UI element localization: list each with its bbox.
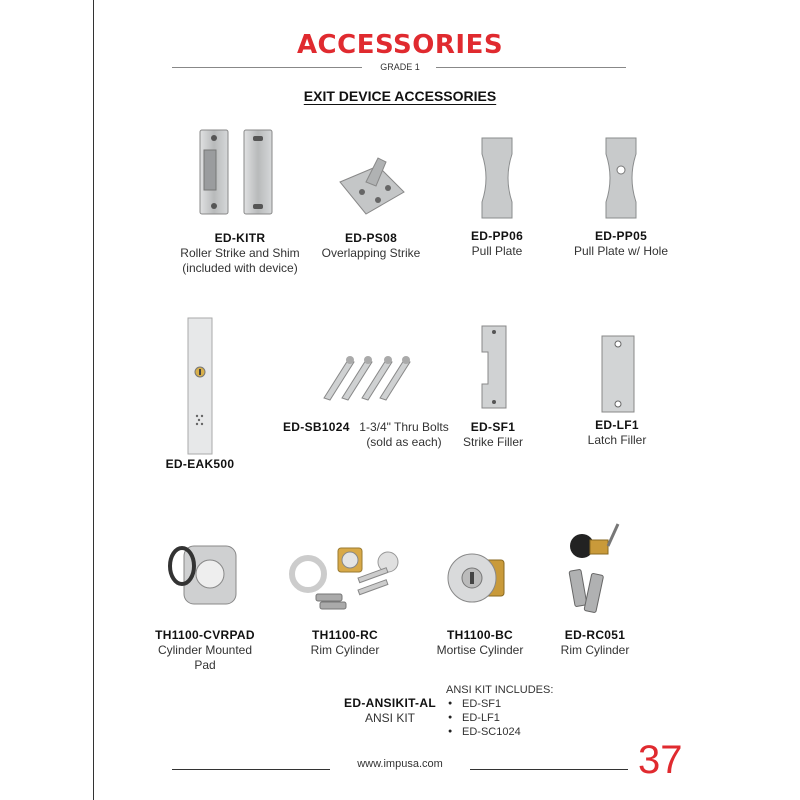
item-ed-sf1 <box>448 420 538 450</box>
item-code: ED-PS08 <box>344 231 398 245</box>
list-item: ● ED-SF1 <box>462 697 553 711</box>
item-description: Cylinder Mounted <box>157 643 253 657</box>
item-ed-ps08 <box>296 231 446 261</box>
item-ed-pp06 <box>447 229 547 259</box>
rim-cylinder-image <box>288 542 406 618</box>
ansi-kit-includes <box>446 683 553 739</box>
ansi-kit-heading: ANSI KIT INCLUDES: <box>446 684 554 696</box>
list-item: ● ED-LF1 <box>462 711 553 725</box>
item-description: Rim Cylinder <box>560 643 630 657</box>
item-ed-eak500 <box>155 457 245 472</box>
item-th1100-cvrpad <box>140 628 270 673</box>
item-description: Roller Strike and Shim <box>180 246 300 260</box>
item-code: ED-SB1024 <box>283 420 350 434</box>
item-code: TH1100-CVRPAD <box>155 628 255 642</box>
item-description: 1-3/4" Thru Bolts <box>359 420 449 434</box>
item-code: ED-EAK500 <box>165 457 235 471</box>
page-binding-line <box>93 0 94 800</box>
rim-cylinder-keys-image <box>562 520 622 616</box>
item-description-note: (sold as each) <box>366 435 442 449</box>
item-ed-sb1024-desc <box>354 420 454 450</box>
item-ed-rc051 <box>545 628 645 658</box>
item-code: ED-PP06 <box>470 229 524 243</box>
key-override-plate-image <box>186 316 214 456</box>
footer-rule-right <box>470 769 628 770</box>
cylinder-pad-image <box>162 538 242 610</box>
item-code: ED-LF1 <box>595 418 639 432</box>
item-ed-pp05 <box>556 229 686 259</box>
list-item: ● ED-SC1024 <box>462 725 553 739</box>
item-description: Strike Filler <box>462 435 523 449</box>
item-ed-sb1024 <box>283 420 353 435</box>
roller-strike-image <box>196 128 278 218</box>
item-description: Mortise Cylinder <box>436 643 524 657</box>
item-description: ANSI KIT <box>364 711 415 725</box>
item-description: Pull Plate w/ Hole <box>573 244 669 258</box>
title-rule-right <box>436 67 626 68</box>
item-code: TH1100-RC <box>311 628 379 642</box>
item-ed-lf1 <box>572 418 662 448</box>
pull-plate-hole-image <box>598 134 644 222</box>
grade-label: GRADE 1 <box>380 62 420 72</box>
ansi-kit-list <box>446 697 553 739</box>
thru-bolts-image <box>318 352 418 404</box>
item-code: ED-RC051 <box>564 628 626 642</box>
strike-filler-image <box>478 324 510 410</box>
item-ed-ansikit-al <box>330 696 450 726</box>
item-description: Overlapping Strike <box>321 246 421 260</box>
item-code: ED-KITR <box>214 231 266 245</box>
item-description: Rim Cylinder <box>310 643 380 657</box>
page-title: ACCESSORIES <box>296 30 504 60</box>
mortise-cylinder-image <box>444 550 508 606</box>
item-th1100-rc <box>290 628 400 658</box>
item-code: ED-SF1 <box>470 420 516 434</box>
pull-plate-image <box>474 134 520 222</box>
page-number: 37 <box>638 738 683 782</box>
item-description: Pull Plate <box>471 244 523 258</box>
item-description-note: Pad <box>194 658 216 672</box>
footer-url[interactable]: www.impusa.com <box>357 758 443 770</box>
item-code: TH1100-BC <box>446 628 514 642</box>
item-code: ED-ANSIKIT-AL <box>344 696 436 710</box>
section-heading: EXIT DEVICE ACCESSORIES <box>303 88 497 104</box>
overlapping-strike-image <box>332 152 412 218</box>
item-description-note: (included with device) <box>182 261 298 275</box>
item-description: Latch Filler <box>587 433 647 447</box>
item-th1100-bc <box>420 628 540 658</box>
latch-filler-image <box>600 334 636 414</box>
item-code: ED-PP05 <box>594 229 648 243</box>
